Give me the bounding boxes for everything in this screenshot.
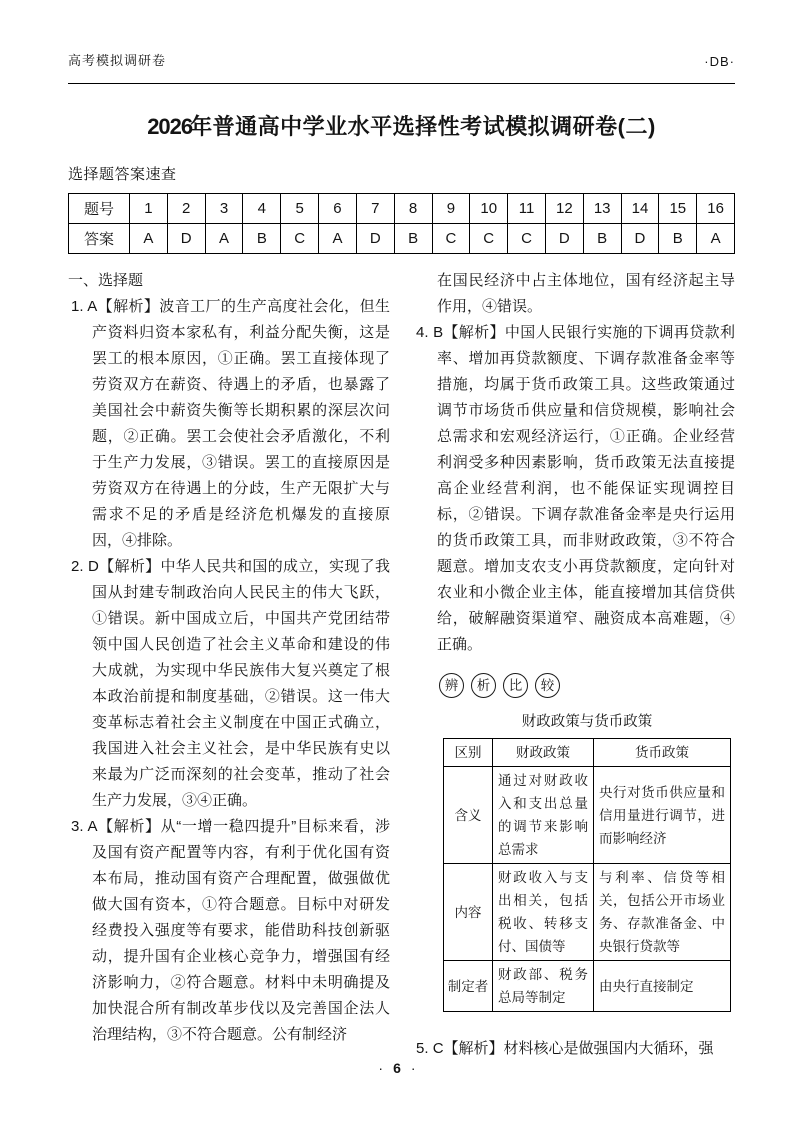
question-number: 2 <box>167 194 205 224</box>
page-number: 6 <box>393 1060 401 1076</box>
policy-table-title: 财政政策与货币政策 <box>521 714 653 730</box>
section-title: 一、选择题 <box>68 272 144 289</box>
policy-comparison-table <box>443 738 731 1012</box>
answer-value: A <box>697 224 735 254</box>
table-row <box>444 767 731 864</box>
answer-key-number-row <box>69 194 735 224</box>
item-text: C【解析】材料核心是做强国内大循环，强 <box>432 1040 714 1057</box>
item-text: A【解析】从“一增一稳四提升”目标来看，涉及国有资产配置等内容，有利于优化国有资本布局，推动国有资产合理配置，做强做优做大国有资本，①符合题意。目标中对研发经费投入强度等有要求，能借助科技创新驱动，提升国有企业核心竞争力，增强国有经济影响力，②符合题意。材料中未明确提及加快混合所有制改革步伐以及完善国企法人治理结构，③不符合题意。公有制经济 <box>87 818 390 1043</box>
running-head <box>68 0 735 69</box>
answer-value: B <box>659 224 697 254</box>
table-row <box>444 961 731 1012</box>
footer-dot: · <box>378 1060 384 1076</box>
answer-value: C <box>470 224 508 254</box>
item-number: 5. <box>416 1040 429 1057</box>
question-number: 14 <box>621 194 659 224</box>
header-rule <box>68 83 735 84</box>
question-number: 11 <box>508 194 546 224</box>
right-column <box>413 268 735 1062</box>
answer-key-answer-row <box>69 224 735 254</box>
fiscal-cell: 通过对财政收入和支出总量的调节来影响总需求 <box>493 767 594 864</box>
policy-table-header-row <box>444 739 731 767</box>
answer-key-answer-header: 答案 <box>69 224 130 254</box>
explanation-item-1 <box>68 294 390 554</box>
answer-value: D <box>167 224 205 254</box>
badge-circle-icon: 较 <box>535 673 560 698</box>
item-text: D【解析】中华人民共和国的成立，实现了我国从封建专制政治向人民民主的伟大飞跃，①错误。新中国成立后，中国共产党团结带领中国人民创造了社会主义革命和建设的伟大成就，为实现中华民族伟大复兴奠定了根本政治前提和制度基础，②错误。这一伟大变革标志着社会主义制度在中国正式确立，我国进入社会主义社会，是中华民族有史以来最为广泛而深刻的社会变革，推动了社会生产力发展，③④正确。 <box>88 558 390 809</box>
answer-value: C <box>508 224 546 254</box>
policy-table-header: 区别 <box>444 739 493 767</box>
monetary-cell: 央行对货币供应量和信用量进行调节，进而影响经济 <box>594 767 731 864</box>
row-label: 制定者 <box>444 961 493 1012</box>
answer-value: D <box>545 224 583 254</box>
answer-key-number-header: 题号 <box>69 194 130 224</box>
question-number: 6 <box>319 194 357 224</box>
running-head-left: 高考模拟调研卷 <box>68 53 167 68</box>
policy-table-header: 货币政策 <box>594 739 731 767</box>
page-title <box>68 110 735 141</box>
answer-value: C <box>432 224 470 254</box>
question-number: 9 <box>432 194 470 224</box>
item-number: 2. <box>71 558 84 575</box>
answer-value: D <box>356 224 394 254</box>
compare-badges <box>439 673 735 698</box>
badge-circle-icon: 辨 <box>439 673 464 698</box>
row-label: 内容 <box>444 864 493 961</box>
page-footer <box>0 1060 794 1076</box>
policy-table-header: 财政政策 <box>493 739 594 767</box>
footer-dot: · <box>410 1060 416 1076</box>
question-number: 15 <box>659 194 697 224</box>
monetary-cell: 由央行直接制定 <box>594 961 731 1012</box>
page-title-text: 年普通高中学业水平选择性考试模拟调研卷(二) <box>190 114 656 139</box>
answer-value: C <box>281 224 319 254</box>
answer-value: D <box>621 224 659 254</box>
table-row <box>444 864 731 961</box>
running-head-right: ·DB· <box>704 54 735 69</box>
answer-value: A <box>319 224 357 254</box>
monetary-cell: 与利率、信贷等相关，包括公开市场业务、存款准备金、中央银行贷款等 <box>594 864 731 961</box>
question-number: 7 <box>356 194 394 224</box>
question-number: 8 <box>394 194 432 224</box>
question-number: 12 <box>545 194 583 224</box>
answer-key-label: 选择题答案速查 <box>68 166 177 183</box>
explanation-item-5 <box>413 1036 735 1062</box>
fiscal-cell: 财政收入与支出相关，包括税收、转移支付、国债等 <box>493 864 594 961</box>
answer-key-table <box>68 193 735 254</box>
answer-value: B <box>583 224 621 254</box>
question-number: 13 <box>583 194 621 224</box>
item-text: B【解析】中国人民银行实施的下调再贷款利率、增加再贷款额度、下调存款准备金率等措施，均属于货币政策工具。这些政策通过调节市场货币供应量和信贷规模，影响社会总需求和宏观经济运行，①正确。企业经营利润受多种因素影响，货币政策无法直接提高企业经营利润，也不能保证实现调控目标，②错误。下调存款准备金率是央行运用的货币政策工具，而非财政政策，③不符合题意。增加支农支小再贷款额度，定向针对农业和小微企业主体，能直接增加其信贷供给，破解融资渠道窄、融资成本高难题，④正确。 <box>433 324 736 653</box>
question-number: 4 <box>243 194 281 224</box>
row-label: 含义 <box>444 767 493 864</box>
item-number: 4. <box>416 324 429 341</box>
question-number: 16 <box>697 194 735 224</box>
answer-value: A <box>205 224 243 254</box>
question-number: 1 <box>130 194 168 224</box>
body-columns <box>68 268 735 1062</box>
item-number: 3. <box>71 818 84 835</box>
badge-circle-icon: 比 <box>503 673 528 698</box>
explanation-item-2 <box>68 554 390 814</box>
explanation-item-3 <box>68 814 390 1048</box>
item-text: A【解析】波音工厂的生产高度社会化，但生产资料归资本家私有，利益分配失衡，这是罢工的根本原因，①正确。罢工直接体现了劳资双方在薪资、待遇上的矛盾，也暴露了美国社会中薪资失衡等长期积累的深层次问题，②正确。罢工会使社会矛盾激化，不利于生产力发展，③错误。罢工的直接原因是劳资双方在待遇上的分歧，生产无限扩大与需求不足的矛盾是经济危机爆发的直接原因，④排除。 <box>87 298 390 549</box>
item-number: 1. <box>71 298 84 315</box>
question-number: 5 <box>281 194 319 224</box>
page-title-year: 2026 <box>147 114 193 139</box>
badge-circle-icon: 析 <box>471 673 496 698</box>
question-number: 3 <box>205 194 243 224</box>
answer-value: A <box>130 224 168 254</box>
left-column <box>68 268 390 1062</box>
item-3-continuation: 在国民经济中占主体地位，国有经济起主导作用，④错误。 <box>437 272 735 315</box>
explanation-item-4 <box>413 320 735 658</box>
answer-value: B <box>243 224 281 254</box>
question-number: 10 <box>470 194 508 224</box>
fiscal-cell: 财政部、税务总局等制定 <box>493 961 594 1012</box>
answer-value: B <box>394 224 432 254</box>
